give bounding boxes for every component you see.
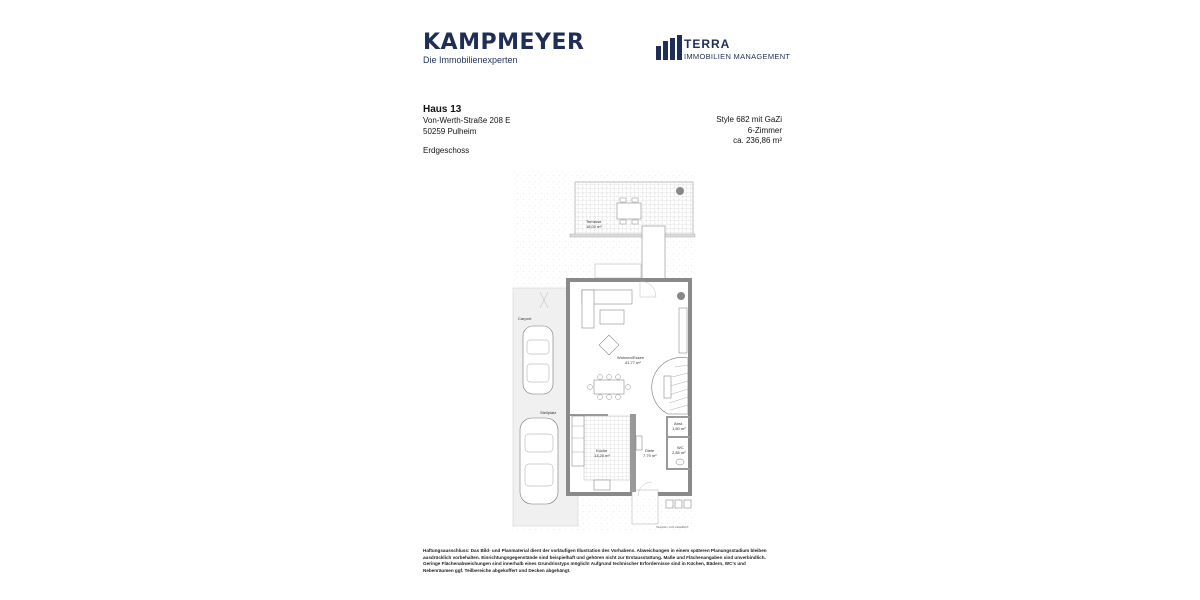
storage-name: Abst.: [674, 421, 684, 426]
kampmeyer-tagline: Die Immobilienexperten: [423, 55, 518, 65]
living-area-value: 41,77 m²: [625, 360, 641, 365]
wc-name: WC: [677, 445, 684, 450]
parking-name: Stellplatz: [540, 410, 557, 415]
kampmeyer-logo: [423, 32, 584, 65]
room-count: 6-Zimmer: [747, 125, 782, 135]
plan-footnote: Hauptplan, nicht maßstäblich: [656, 526, 689, 529]
terrace-area-value: 18,00 m²: [586, 224, 602, 229]
street-address: Von-Werth-Straße 208 E: [423, 116, 511, 125]
bin-enclosure: [666, 500, 691, 508]
terra-wordmark: TERRA: [684, 37, 731, 51]
wc-toilet-icon: [676, 459, 684, 465]
city-address: 50259 Pulheim: [423, 126, 477, 136]
living-name: Wohnen/Essen: [617, 355, 645, 360]
sideboard: [679, 308, 687, 353]
terrace-name: Terrasse: [586, 219, 602, 224]
hall-name: Diele: [645, 448, 655, 453]
kitchen-name: Küche: [596, 448, 608, 453]
terra-bars-icon: [656, 35, 682, 60]
house-style: Style 682 mit GaZi: [716, 115, 782, 124]
kitchen-area-value: 13,20 m²: [594, 453, 610, 458]
car-carport: [523, 326, 553, 394]
wc-area-value: 2,85 m²: [672, 450, 686, 455]
living-plant-icon: [677, 292, 685, 300]
hall-area-value: 7,79 m²: [643, 453, 657, 458]
entry-step: [595, 264, 641, 278]
carport-name: Carport: [518, 316, 532, 321]
disclaimer-text: Haftungsausschluss: Das Bild- und Planmaterial dient der vorläufigen Illustration des Vorhabens. Abweichungen in einem späteren Planungsstadium bleiben ausdrücklich vorbehalten. Einrichtungsgegenstände sind beispielhaft und gehören nicht zur Erstausstattung. Maße und Flächenangaben sind unverbindlich. Geringe Flächenabweichungen sind innerhalb eines Grundrisstyps möglich! Aufgrund technischer Erfordernisse sind in Küchen, Bädern, WC's und Nebenräumen ggf. Teilbereiche abgekoffert und Decken abgehängt.: [423, 548, 767, 573]
car-parking: [520, 418, 558, 504]
terra-tagline: IMMOBILIEN MANAGEMENT: [684, 52, 791, 61]
storage-area-value: 1,80 m²: [672, 426, 686, 431]
wardrobe: [636, 436, 642, 450]
address-block: [423, 103, 510, 137]
floor-label: Erdgeschoss: [423, 146, 470, 155]
floor-plan: [510, 168, 700, 533]
terrace-edge: [570, 234, 695, 237]
specs-block: [716, 115, 782, 147]
house-title: Haus 13: [423, 104, 462, 115]
kampmeyer-wordmark: KAMPMEYER: [423, 30, 585, 55]
bay-extension: [642, 226, 665, 281]
terrace-plant-icon: [676, 187, 684, 195]
total-area: ca. 236,86 m²: [733, 136, 782, 145]
